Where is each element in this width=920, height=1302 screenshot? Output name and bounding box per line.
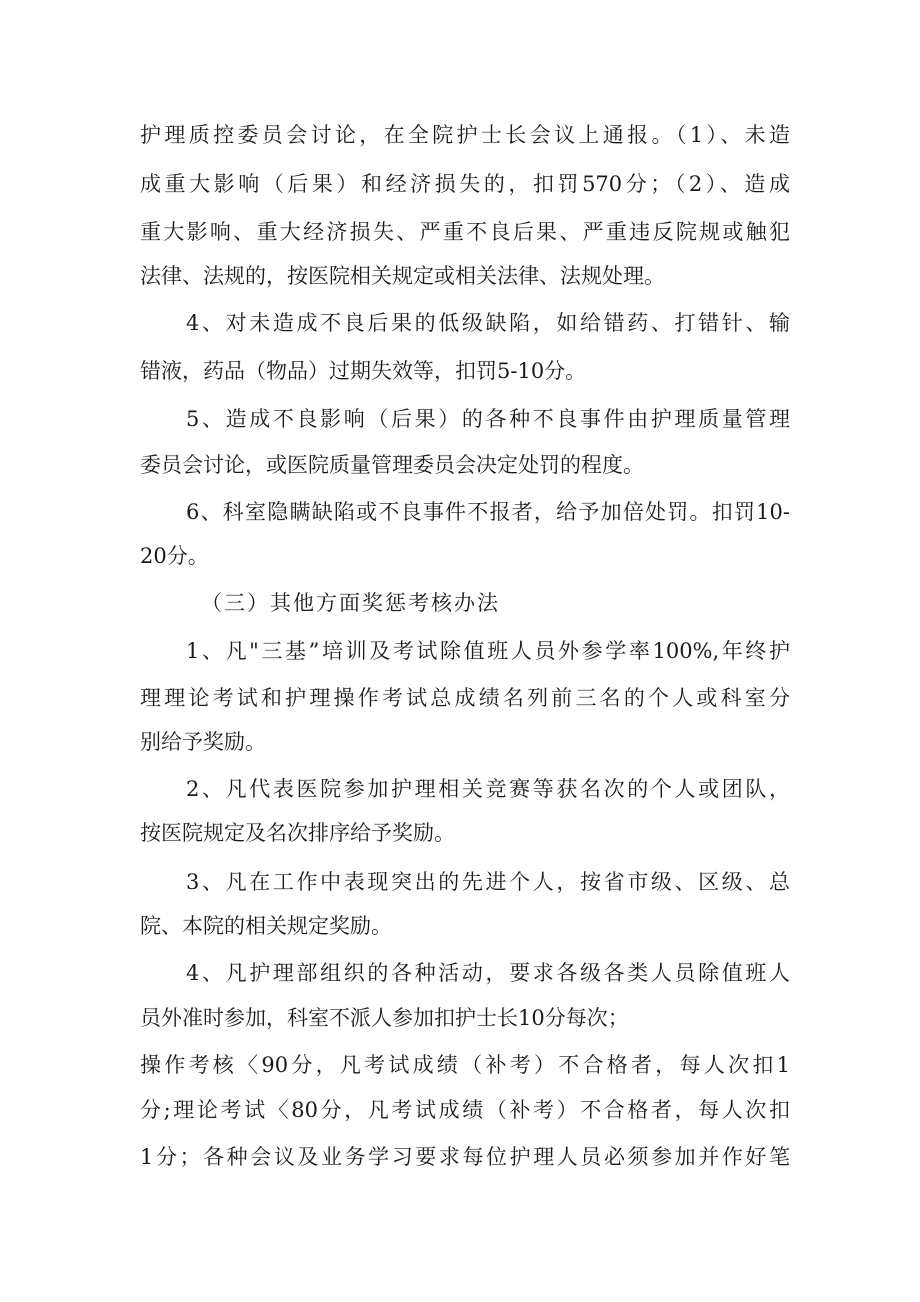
text-line: 操作考核〈90分，凡考试成绩（补考）不合格者，每人次扣1 [140,1053,790,1077]
text-line: 分;理论考试〈80分，凡考试成绩（补考）不合格者，每人次扣 [140,1098,790,1122]
text-line: 护理质控委员会讨论，在全院护士长会议上通报。（1）、未造 [140,123,790,147]
text-line: 委员会讨论，或医院质量管理委员会决定处罚的程度。 [140,453,644,477]
text-line: 4、对未造成不良后果的低级缺陷，如给错药、打错针、输 [186,311,790,335]
text-line: 1分；各种会议及业务学习要求每位护理人员必须参加并作好笔 [140,1145,790,1169]
text-line: 6、科室隐瞒缺陷或不良事件不报者，给予加倍处罚。扣罚10- [186,500,790,524]
text-line: 3、凡在工作中表现突出的先进个人，按省市级、区级、总 [186,870,790,894]
text-line: 4、凡护理部组织的各种活动，要求各级各类人员除值班人 [186,961,790,985]
text-line: 按医院规定及名次排序给予奖励。 [140,821,455,845]
text-line: 1、凡"三基”培训及考试除值班人员外参学率100%,年终护 [186,639,790,663]
text-line: 理理论考试和护理操作考试总成绩名列前三名的个人或科室分 [140,686,790,710]
text-line: 重大影响、重大经济损失、严重不良后果、严重违反院规或触犯 [140,220,790,244]
text-line: 成重大影响（后果）和经济损失的，扣罚570分；（2）、造成 [140,172,790,196]
text-line: 2、凡代表医院参加护理相关竞赛等获名次的个人或团队， [186,777,790,801]
text-line: 院、本院的相关规定奖励。 [140,914,392,938]
text-line: 法律、法规的，按医院相关规定或相关法律、法规处理。 [140,264,665,288]
text-line: 20分。 [140,544,209,568]
text-line: 5、造成不良影响（后果）的各种不良事件由护理质量管理 [186,407,790,431]
section-heading: （三）其他方面奖惩考核办法 [201,591,500,615]
text-line: 别给予奖励。 [140,730,266,754]
text-line: 员外准时参加，科室不派人参加扣护士长10分每次； [140,1006,629,1030]
text-line: 错液，药品（物品）过期失效等，扣罚5-10分。 [140,359,587,383]
